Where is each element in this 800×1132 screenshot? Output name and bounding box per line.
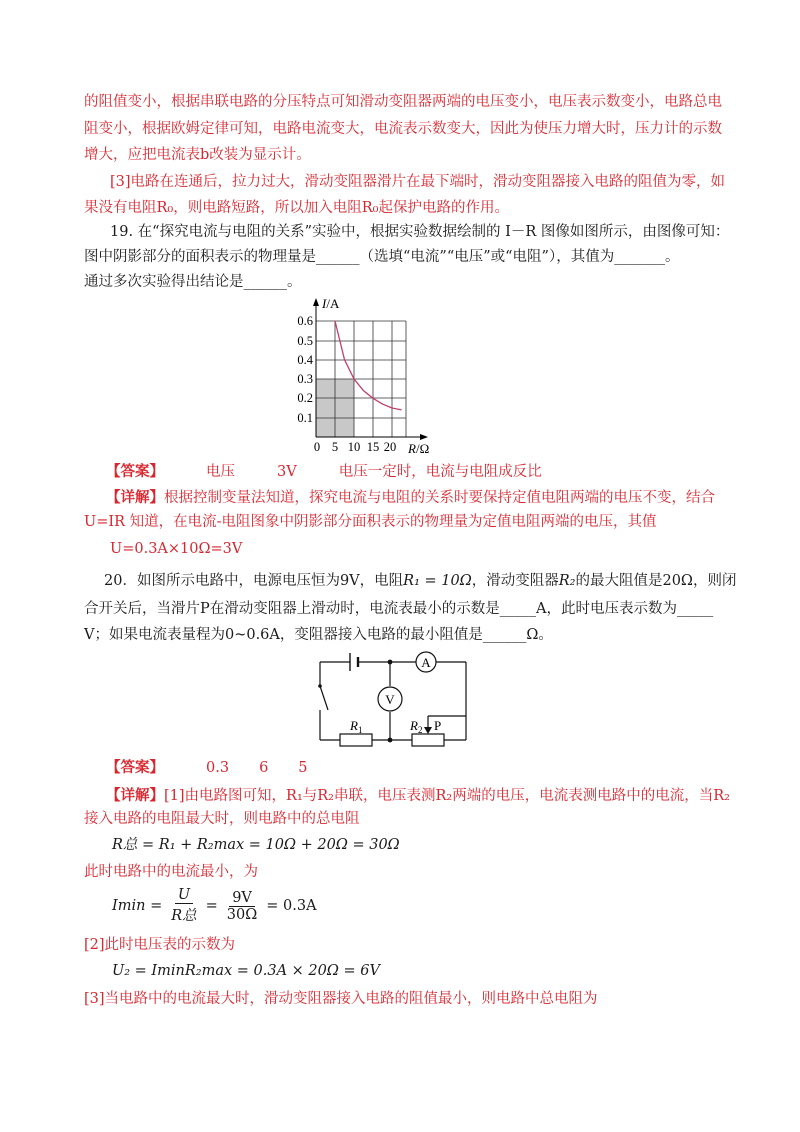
detail-19 bbox=[106, 487, 716, 509]
junction-dot bbox=[388, 660, 393, 665]
answer-value: 电压一定时，电流与电阻成反比 bbox=[338, 464, 542, 480]
text-line: 增大，应把电流表b改装为显示计。 bbox=[84, 147, 311, 163]
y-tick-label: 0.2 bbox=[297, 391, 313, 405]
detail-line: 接入电路的电阻最大时，则电路中的总电阻 bbox=[84, 811, 360, 827]
switch-pivot bbox=[318, 684, 322, 688]
ammeter-label: A bbox=[421, 655, 431, 670]
question-20-line: 合开关后，当滑片P在滑动变阻器上滑动时，电流表最小的示数是_____A，此时电压表示数为_____ bbox=[84, 601, 714, 617]
circuit-diagram bbox=[312, 648, 472, 748]
detail-line: U=0.3A×10Ω=3V bbox=[110, 541, 243, 557]
answer-value: 0.3 bbox=[206, 760, 230, 776]
x-axis-arrow bbox=[420, 434, 428, 440]
x-tick-label: 0 bbox=[313, 440, 321, 454]
x-axis-label: R/Ω bbox=[408, 441, 430, 456]
detail-text: [1]由电路图可知，R₁与R₂串联，电压表测R₂两端的电压，电流表测电路中的电流，当R₂ bbox=[164, 788, 730, 804]
y-axis-label: I/A bbox=[322, 296, 340, 311]
equals-sign: = bbox=[205, 898, 218, 914]
question-20-line bbox=[104, 570, 737, 592]
question-20-line: V；如果电流表量程为0~0.6A，变阻器接入电路的最小阻值是______Ω。 bbox=[84, 627, 553, 643]
detail-label: 【详解】 bbox=[106, 787, 164, 804]
answer-value: 6 bbox=[259, 760, 269, 776]
resistor-r1 bbox=[340, 734, 372, 746]
answer-label: 【答案】 bbox=[106, 759, 164, 776]
x-tick-label: 15 bbox=[366, 440, 380, 454]
fraction bbox=[224, 890, 260, 923]
question-19-line: 通过多次实验得出结论是______。 bbox=[84, 274, 302, 290]
voltmeter-label: V bbox=[385, 692, 395, 707]
r1-equation: R₁ = 10Ω bbox=[403, 573, 472, 589]
r1-label: $R_1$ bbox=[350, 718, 363, 735]
q20-text: 的最大阻值是20Ω，则闭 bbox=[575, 573, 737, 589]
answer-20 bbox=[106, 757, 716, 779]
slider-arrow bbox=[424, 727, 432, 734]
x-tick-label: 20 bbox=[383, 440, 397, 454]
r2-label: $R_2$ bbox=[410, 718, 423, 735]
text-line: 阻变小，根据欧姆定律可知，电路电流变大，电流表示数变大，因此为使压力增大时，压力计的示数 bbox=[84, 121, 722, 137]
text-line: 果没有电阻R₀，则电路短路，所以加入电阻R₀起保护电路的作用。 bbox=[84, 200, 509, 216]
text-line: [3]电路在连通后，拉力过大，滑动变阻器滑片在最下端时，滑动变阻器接入电路的阻值为零，如 bbox=[110, 174, 726, 190]
q20-text: 20．如图所示电路中，电源电压恒为9V，电阻 bbox=[104, 573, 404, 589]
answer-19 bbox=[106, 461, 716, 483]
answer-label: 【答案】 bbox=[106, 463, 164, 480]
text-line: 的阻值变小，根据串联电路的分压特点可知滑动变阻器两端的电压变小，电压表示数变小，电路总电 bbox=[84, 94, 722, 110]
answer-value: 电压 bbox=[206, 464, 235, 480]
r2-symbol: R₂ bbox=[558, 573, 576, 589]
x-tick-label: 10 bbox=[347, 440, 361, 454]
eq-lhs: Imin = bbox=[112, 898, 163, 914]
rheostat-r2 bbox=[412, 734, 444, 746]
fraction-denominator: 30Ω bbox=[226, 906, 258, 923]
fraction-numerator: U bbox=[175, 887, 193, 904]
eq-rhs: = 0.3A bbox=[266, 898, 317, 914]
q20-text: ，滑动变阻器 bbox=[471, 573, 559, 589]
equation-total-resistance: R总 = R₁ + R₂max = 10Ω + 20Ω = 30Ω bbox=[112, 837, 400, 853]
y-axis-arrow bbox=[313, 298, 319, 306]
detail-line: [2]此时电压表的示数为 bbox=[84, 937, 236, 953]
y-tick-label: 0.5 bbox=[297, 334, 313, 348]
detail-text: 根据控制变量法知道，探究电流与电阻的关系时要保持定值电阻两端的电压不变，结合 bbox=[164, 490, 715, 506]
fraction bbox=[168, 887, 199, 925]
i-r-graph bbox=[284, 290, 454, 460]
fraction-denominator: R总 bbox=[171, 908, 197, 924]
question-19-line: 19. 在“探究电流与电阻的关系”实验中，根据实验数据绘制的 I－R 图像如图所示，由图像可知： bbox=[110, 224, 730, 240]
y-tick-label: 0.6 bbox=[297, 314, 313, 328]
detail-label: 【详解】 bbox=[106, 489, 164, 506]
detail-line: 此时电路中的电流最小，为 bbox=[84, 864, 258, 880]
answer-value: 3V bbox=[277, 464, 297, 480]
detail-line: [3]当电路中的电流最大时，滑动变阻器接入电路的阻值最小，则电路中总电阻为 bbox=[84, 991, 598, 1007]
equation-min-current bbox=[112, 884, 317, 928]
x-tick-label: 5 bbox=[331, 440, 339, 454]
question-19-line: 图中阴影部分的面积表示的物理量是______（选填“电流”“电压”或“电阻”），其值为_______。 bbox=[84, 249, 680, 265]
detail-line: U=IR 知道，在电流-电阻图象中阴影部分面积表示的物理量为定值电阻两端的电压，其值 bbox=[84, 514, 657, 530]
fraction-numerator: 9V bbox=[229, 890, 255, 907]
slider-label: P bbox=[434, 718, 442, 733]
y-tick-label: 0.3 bbox=[297, 372, 313, 386]
equation-voltage: U₂ = IminR₂max = 0.3A × 20Ω = 6V bbox=[112, 963, 380, 979]
detail-20 bbox=[106, 785, 730, 807]
junction-dot bbox=[388, 738, 393, 743]
answer-value: 5 bbox=[298, 760, 308, 776]
y-tick-label: 0.1 bbox=[297, 411, 313, 425]
y-tick-label: 0.4 bbox=[297, 353, 313, 367]
